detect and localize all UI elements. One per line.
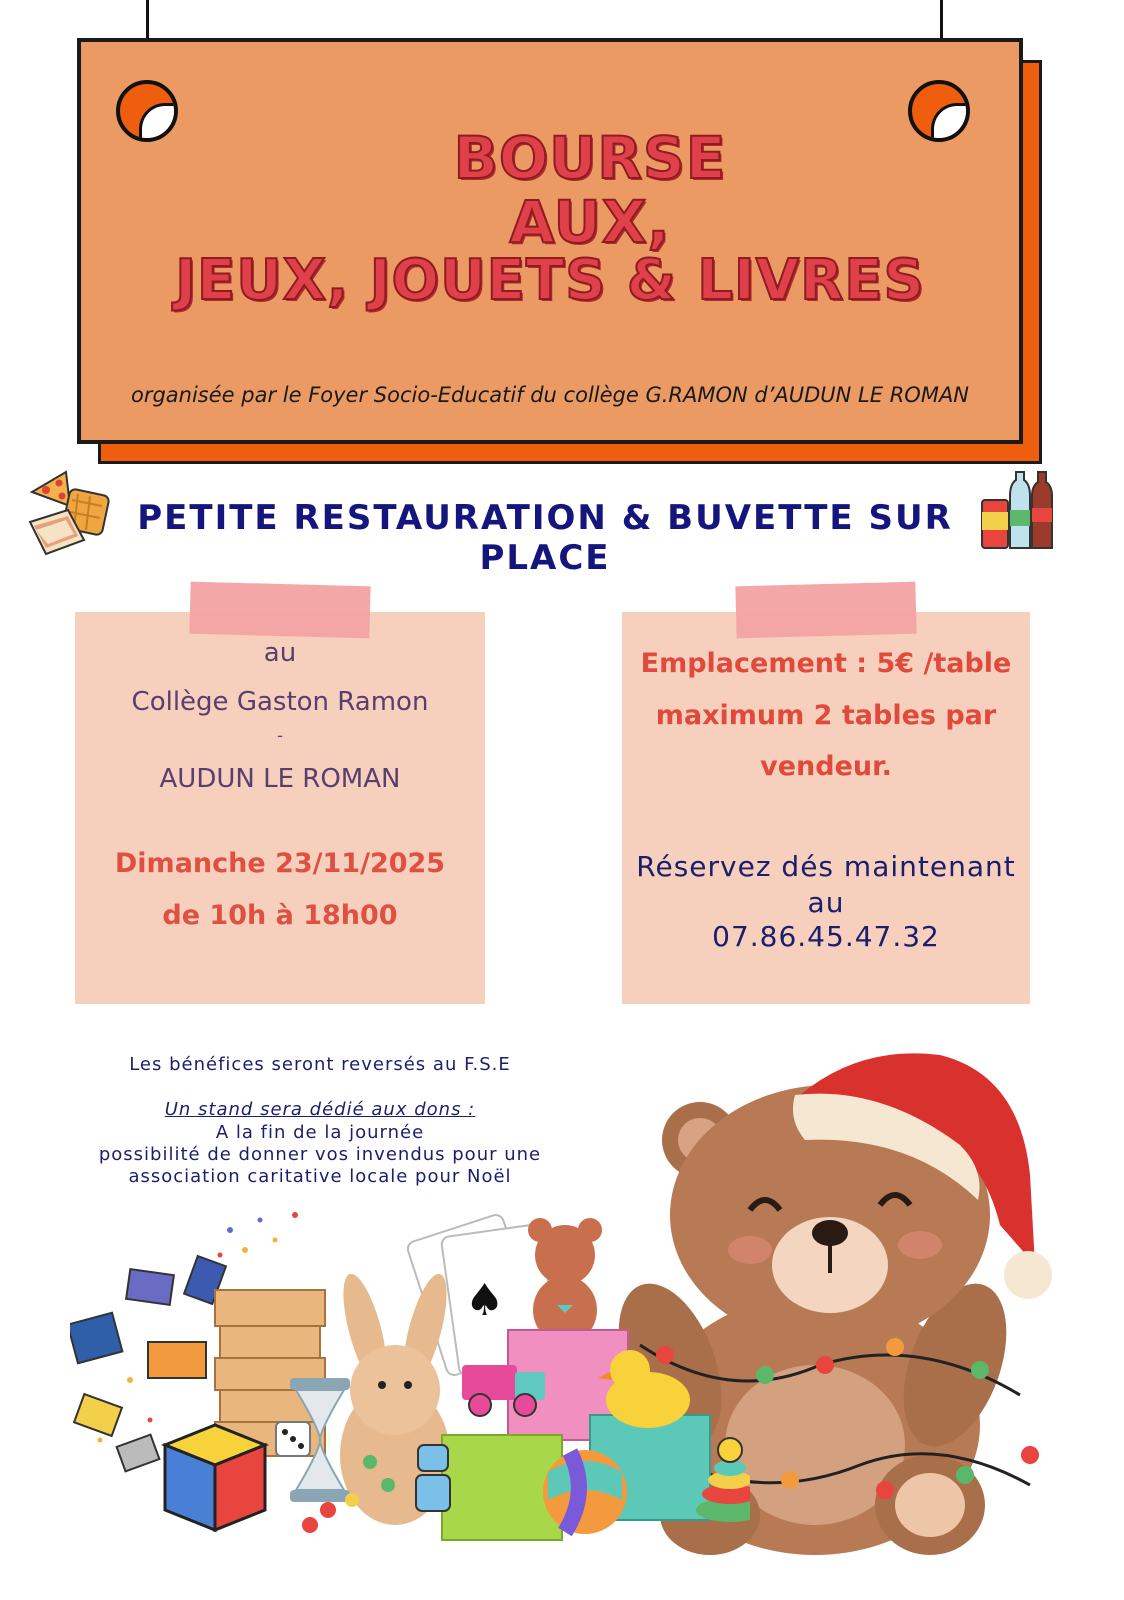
location-au: au — [263, 638, 297, 668]
booking-vendor: vendeur. — [760, 751, 892, 782]
tape-left — [189, 582, 370, 639]
event-hours: de 10h à 18h00 — [162, 900, 398, 931]
location-town: AUDUN LE ROMAN — [159, 764, 401, 794]
food-icon — [26, 470, 112, 558]
reserve-au: au — [807, 886, 845, 919]
booking-price: Emplacement : 5€ /table — [640, 648, 1012, 679]
booking-max: maximum 2 tables par — [655, 700, 997, 731]
stand-line-1: A la fin de la journée — [215, 1122, 425, 1143]
drinks-icon — [980, 470, 1060, 554]
title-line-2: AUX, — [509, 188, 671, 256]
phone-number[interactable]: 07.86.45.47.32 — [712, 920, 940, 953]
event-date: Dimanche 23/11/2025 — [114, 848, 446, 879]
location-separator: - — [277, 726, 283, 745]
profits-note: Les bénéfices seront reversés au F.S.E — [129, 1054, 511, 1075]
booking-card — [622, 612, 1030, 1004]
svg-text:♠: ♠ — [465, 1275, 505, 1326]
stand-line-2: possibilité de donner vos invendus pour une — [98, 1144, 542, 1165]
organizer-subtitle: organisée par le Foyer Socio-Educatif du collège G.RAMON d’AUDUN LE ROMAN — [130, 383, 970, 407]
location-card — [75, 612, 485, 1004]
title-line-1: BOURSE — [453, 124, 727, 192]
reserve-line: Réservez dés maintenant — [636, 850, 1016, 883]
location-place: Collège Gaston Ramon — [131, 687, 429, 717]
tape-right — [735, 582, 916, 639]
food-drinks-banner: PETITE RESTAURATION & BUVETTE SUR PLACE — [137, 498, 953, 578]
stand-heading-text: Un stand sera dédié aux dons : — [164, 1099, 476, 1120]
title-line-3: JEUX, JOUETS & LIVRES — [175, 248, 925, 313]
stand-line-3: association caritative locale pour Noël — [128, 1166, 512, 1187]
toys-illustration — [70, 1200, 750, 1560]
stand-heading — [90, 1099, 550, 1120]
